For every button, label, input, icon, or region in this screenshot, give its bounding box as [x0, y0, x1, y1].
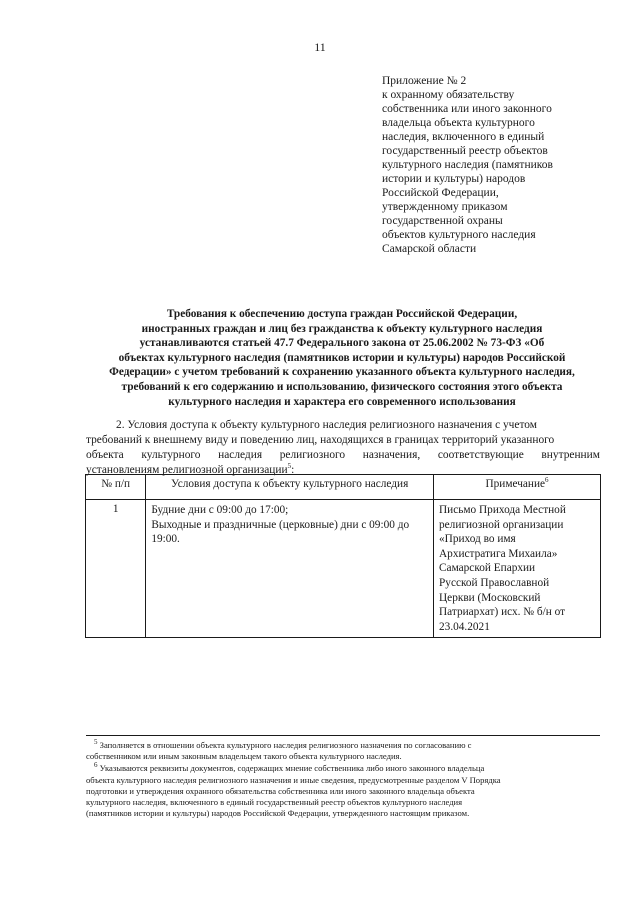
title-line: иностранных граждан и лиц без гражданства к объекту культурного наследия: [141, 322, 543, 335]
footnote-line: [86, 763, 600, 774]
section-paragraph: [86, 418, 600, 478]
appendix-line: к охранному обязательству: [382, 89, 515, 101]
condition-line: 19:00.: [151, 533, 180, 546]
footnote-line: объекта культурного наследия религиозного назначения и иные сведения, предусмотренные разделом V Порядка: [86, 774, 501, 785]
footnote-text: Заполняется в отношении объекта культурного наследия религиозного назначения по согласованию с: [99, 740, 472, 750]
paragraph-word: соответствующие: [437, 449, 524, 461]
title-line: Федерации» с учетом требований к сохранению указанного объекта культурного наследия,: [109, 366, 575, 379]
paragraph-punct: :: [291, 464, 295, 476]
header-conditions: Условия доступа к объекту культурного наследия: [146, 475, 434, 500]
footnote-line: (памятников истории и культуры) народов Российской Федерации, утвержденного настоящим приказом.: [86, 808, 470, 819]
paragraph-word: религиозного: [279, 449, 346, 461]
table-header-row: [86, 475, 601, 500]
appendix-line: утвержденному приказом: [382, 201, 508, 213]
title-line: объектах культурного наследия (памятников истории и культуры) народов Российской: [118, 351, 566, 364]
title-line: Требования к обеспечению доступа граждан Российской Федерации,: [166, 308, 518, 320]
paragraph-word: объекта: [86, 449, 124, 461]
note-line: Письмо Прихода Местной: [439, 504, 566, 516]
appendix-line: Приложение № 2: [382, 75, 467, 87]
note-line: Патриархат) исх. № б/н от: [439, 606, 566, 619]
header-note-text: Примечание: [485, 478, 546, 490]
note-line: Самарской Епархии: [439, 562, 536, 575]
appendix-line: наследия, включенного в единый: [382, 131, 545, 143]
footnote-divider: [86, 735, 600, 736]
header-note: [434, 475, 601, 500]
appendix-line: культурного наследия (памятников: [382, 159, 553, 171]
cell-conditions: [146, 500, 434, 638]
note-line: «Приход во имя: [439, 533, 516, 546]
paragraph-word: внутренним: [541, 449, 600, 461]
paragraph-word: культурного: [141, 449, 201, 461]
appendix-line: владельца объекта культурного: [382, 117, 535, 129]
appendix-line: Российской Федерации,: [382, 187, 499, 199]
footnote-text: Указываются реквизиты документов, содержащих мнение собственника либо иного законного владельца: [99, 763, 485, 774]
appendix-line: государственный реестр объектов: [382, 145, 548, 157]
footnote-line: собственником или иным законным владельцем такого объекта культурного наследия.: [86, 751, 402, 762]
footnote-line: культурного наследия, включенного в единый государственный реестр объектов культурного наследия: [86, 797, 463, 808]
cell-num: 1: [86, 500, 146, 638]
access-conditions-table: [85, 474, 601, 638]
title-line: требований к его содержанию и использованию, физического состояния этого объекта: [121, 380, 563, 393]
footnote-5: [86, 740, 600, 762]
appendix-line: истории и культуры) народов: [382, 173, 526, 185]
note-line: 23.04.2021: [439, 620, 490, 633]
appendix-header: [382, 74, 612, 256]
appendix-line: государственной охраны: [382, 215, 503, 227]
page-number: 11: [314, 40, 326, 54]
condition-line: Будние дни с 09:00 до 17:00;: [151, 504, 289, 516]
paragraph-text: установлениям религиозной организации: [86, 464, 288, 476]
paragraph-word: назначения,: [362, 449, 421, 461]
document-title: [82, 307, 602, 409]
footnote-mark: 5: [94, 738, 98, 747]
note-line: Церкви (Московский: [439, 591, 541, 604]
appendix-line: собственника или иного законного: [382, 103, 552, 115]
paragraph-word: наследия: [218, 449, 263, 461]
footnote-line: подготовки и утверждения охранного обязательства собственника или иного законного владельца объекта: [86, 785, 475, 796]
table-row: [86, 500, 601, 638]
condition-line: Выходные и праздничные (церковные) дни с 09:00 до: [151, 518, 410, 531]
cell-note: [434, 500, 601, 638]
appendix-line: объектов культурного наследия: [382, 229, 536, 241]
paragraph-line: 2. Условия доступа к объекту культурного наследия религиозного назначения с учетом: [116, 419, 537, 431]
footnote-ref[interactable]: 5: [287, 462, 292, 471]
title-line: устанавливаются статьей 47.7 Федерального закона от 25.06.2002 № 73-ФЗ «Об: [139, 337, 545, 350]
footnote-line: [86, 740, 600, 751]
header-num: № п/п: [86, 475, 146, 500]
footnote-ref[interactable]: 6: [545, 476, 549, 485]
footnote-6: [86, 763, 600, 819]
footnote-mark: 6: [94, 761, 98, 770]
appendix-line: Самарской области: [382, 243, 477, 255]
paragraph-line: требований к внешнему виду и поведению лиц, находящихся в границах территорий указанного: [86, 434, 555, 446]
note-line: Русской Православной: [439, 576, 550, 589]
title-line: культурного наследия и характера его современного использования: [168, 395, 516, 408]
note-line: Архистратига Михаила»: [439, 547, 558, 560]
paragraph-line-justified: [86, 448, 600, 463]
note-line: религиозной организации: [439, 518, 564, 531]
footnotes: [86, 740, 600, 820]
